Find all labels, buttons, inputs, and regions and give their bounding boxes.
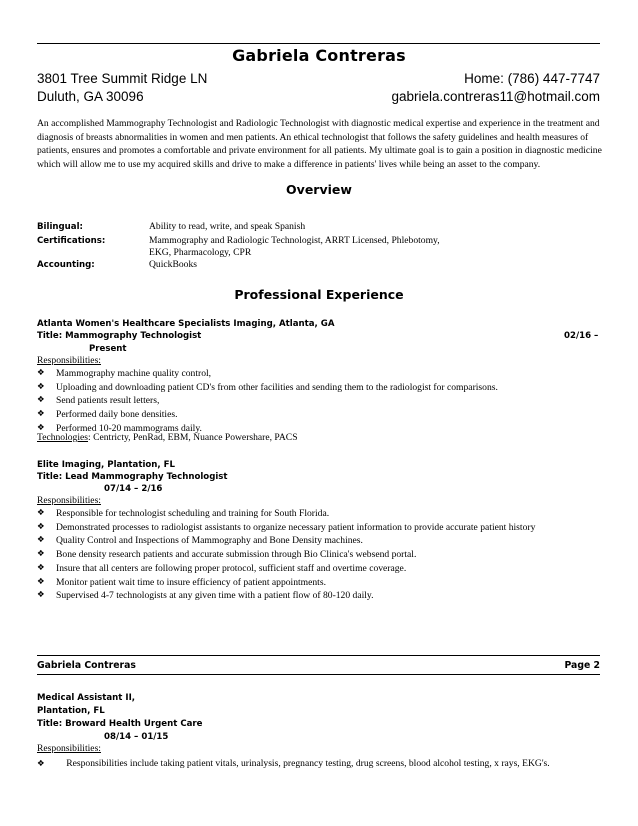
list-item: ❖ Performed 10-20 mammograms daily. — [37, 422, 202, 434]
page2-header-row — [37, 660, 600, 671]
page-number: Page 2 — [564, 660, 600, 671]
list-item: ❖ Monitor patient wait time to insure efficiency of patient appointments. — [37, 576, 326, 588]
diamond-bullet-icon: ❖ — [37, 409, 45, 420]
page2-top-rule — [37, 655, 600, 656]
diamond-bullet-icon: ❖ — [37, 422, 45, 433]
job1-employer: Atlanta Women's Healthcare Specialists Imaging, Atlanta, GA — [37, 319, 335, 329]
diamond-bullet-icon: ❖ — [37, 368, 45, 378]
overview-value: Mammography and Radiologic Technologist, ARRT Licensed, Phlebotomy, — [149, 235, 440, 246]
overview-label: Bilingual: — [37, 222, 83, 232]
page2-bottom-rule — [37, 674, 600, 675]
technologies-label: Technologies — [37, 432, 89, 443]
contact-row-2 — [37, 88, 600, 106]
job3-bullet-text: Responsibilities include taking patient vitals, urinalysis, pregnancy testing, drug screens, blood alcohol testing, x rays, EKG's. — [66, 758, 550, 769]
candidate-name: Gabriela Contreras — [232, 46, 406, 65]
list-item: ❖ Bone density research patients and accurate submission through Bio Clinica's websend portal. — [37, 549, 417, 561]
overview-label: Accounting: — [37, 260, 95, 270]
diamond-bullet-icon: ❖ — [37, 562, 45, 573]
job1-responsibilities-label: Responsibilities: — [37, 355, 101, 366]
list-item: ❖ Mammography machine quality control, — [37, 368, 212, 379]
overview-value: QuickBooks — [149, 259, 197, 270]
job3-responsibilities-label: Responsibilities: — [37, 743, 101, 754]
job3-title-line-1: Medical Assistant II, — [37, 693, 136, 703]
list-item: ❖ Quality Control and Inspections of Mammography and Bone Density machines. — [37, 535, 363, 547]
job1-bullet-list — [37, 367, 607, 436]
job1-technologies — [37, 432, 298, 444]
job3-dates: 08/14 – 01/15 — [104, 732, 169, 742]
address-line-2: Duluth, GA 30096 — [37, 89, 144, 104]
summary-paragraph: An accomplished Mammography Technologist and Radiologic Technologist with diagnostic medical expertise and experience in the treatment and diagnosis of breasts abnormalities in women and men patients. An ethical technologist that follows the safety guidelines and health measures of patients, ensures and promotes a comfortable and private environment for all patients. My ultimate goal is to gain a position in diagnostic medicine which will allow me to use my acquired skills and drive to make a difference in patients' lives while being an asset to the company. — [37, 118, 602, 170]
diamond-bullet-icon: ❖ — [37, 535, 45, 546]
diamond-bullet-icon: ❖ — [37, 381, 45, 392]
overview-label: Certifications: — [37, 236, 106, 246]
job3-title-line-2: Plantation, FL — [37, 706, 105, 716]
diamond-bullet-icon: ❖ — [37, 508, 45, 518]
list-item: ❖ Send patients result letters, — [37, 395, 160, 407]
job2-title: Title: Lead Mammography Technologist — [37, 472, 228, 482]
list-item: ❖ Responsible for technologist scheduling and training for South Florida. — [37, 508, 330, 519]
job2-employer: Elite Imaging, Plantation, FL — [37, 460, 176, 470]
phone: Home: (786) 447-7747 — [464, 71, 600, 86]
email: gabriela.contreras11@hotmail.com — [391, 89, 600, 104]
list-item: ❖ Insure that all centers are following proper protocol, sufficient staff and overtime coverage. — [37, 562, 407, 574]
job1-date-end: Present — [89, 344, 127, 354]
list-item: ❖ Uploading and downloading patient CD's from other facilities and sending them to the radiologist for comparisons. — [37, 381, 498, 393]
address-line-1: 3801 Tree Summit Ridge LN — [37, 71, 208, 86]
overview-value: Ability to read, write, and speak Spanish — [149, 221, 306, 232]
overview-value: EKG, Pharmacology, CPR — [149, 247, 252, 258]
technologies-value: : Centricty, PenRad, EBM, Nuance Powershare, PACS — [88, 432, 298, 443]
contact-row-1 — [37, 70, 600, 88]
job1-title: Title: Mammography Technologist — [37, 331, 202, 341]
diamond-bullet-icon: ❖ — [37, 549, 45, 560]
diamond-bullet-icon: ❖ — [37, 521, 45, 532]
diamond-bullet-icon: ❖ — [37, 590, 45, 601]
overview-heading: Overview — [286, 182, 352, 197]
diamond-bullet-icon: ❖ — [37, 576, 45, 587]
list-item: ❖ Demonstrated processes to radiologist assistants to organize necessary patient information to provide accurate patient history — [37, 521, 536, 533]
diamond-bullet-icon: ❖ — [37, 395, 45, 406]
list-item: ❖ Performed daily bone densities. — [37, 409, 178, 421]
page2-name: Gabriela Contreras — [37, 660, 136, 671]
top-rule — [37, 43, 600, 44]
job2-responsibilities-label: Responsibilities: — [37, 495, 101, 506]
diamond-bullet-icon: ❖ — [37, 759, 45, 769]
job2-dates: 07/14 – 2/16 — [104, 484, 163, 494]
job2-bullet-list — [37, 507, 607, 603]
job1-date-start: 02/16 – — [564, 331, 599, 341]
job3-title-line-3: Title: Broward Health Urgent Care — [37, 719, 203, 729]
list-item: ❖ Supervised 4-7 technologists at any given time with a patient flow of 80-120 daily. — [37, 590, 374, 602]
job3-bullet — [37, 757, 597, 772]
experience-heading: Professional Experience — [234, 287, 404, 302]
